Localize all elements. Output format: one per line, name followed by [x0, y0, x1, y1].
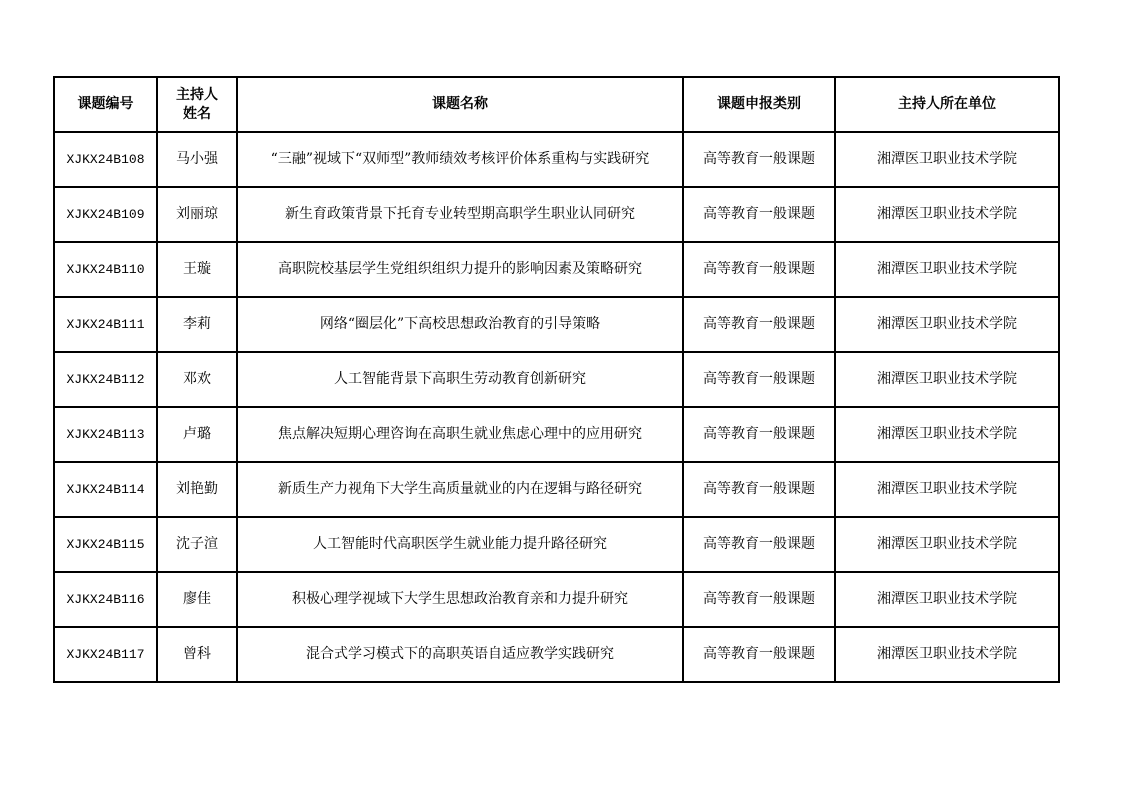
host-unit-cell: 湘潭医卫职业技术学院	[835, 352, 1059, 407]
header-host-name-line1: 主持人	[176, 86, 218, 103]
host-unit-cell: 湘潭医卫职业技术学院	[835, 407, 1059, 462]
project-code-cell: XJKX24B108	[54, 132, 157, 187]
host-unit-cell: 湘潭医卫职业技术学院	[835, 462, 1059, 517]
table-row	[54, 187, 1059, 242]
category-cell: 高等教育一般课题	[683, 187, 835, 242]
header-category: 课题申报类别	[683, 77, 835, 132]
table-row	[54, 297, 1059, 352]
host-unit-cell: 湘潭医卫职业技术学院	[835, 187, 1059, 242]
table-row	[54, 517, 1059, 572]
project-title-cell: 新质生产力视角下大学生高质量就业的内在逻辑与路径研究	[237, 462, 683, 517]
host-unit-cell: 湘潭医卫职业技术学院	[835, 297, 1059, 352]
project-title-cell: 人工智能背景下高职生劳动教育创新研究	[237, 352, 683, 407]
header-host-name	[157, 77, 237, 132]
host-unit-cell: 湘潭医卫职业技术学院	[835, 517, 1059, 572]
table-row	[54, 407, 1059, 462]
header-project-title: 课题名称	[237, 77, 683, 132]
host-unit-cell: 湘潭医卫职业技术学院	[835, 627, 1059, 682]
category-cell: 高等教育一般课题	[683, 132, 835, 187]
project-title-cell: 人工智能时代高职医学生就业能力提升路径研究	[237, 517, 683, 572]
host-name-cell: 曾科	[157, 627, 237, 682]
host-name-cell: 卢璐	[157, 407, 237, 462]
host-name-cell: 王璇	[157, 242, 237, 297]
project-title-cell: 网络“圈层化”下高校思想政治教育的引导策略	[237, 297, 683, 352]
table-row	[54, 352, 1059, 407]
header-row	[54, 77, 1059, 132]
category-cell: 高等教育一般课题	[683, 572, 835, 627]
category-cell: 高等教育一般课题	[683, 462, 835, 517]
table-body	[54, 132, 1059, 682]
host-unit-cell: 湘潭医卫职业技术学院	[835, 132, 1059, 187]
project-code-cell: XJKX24B115	[54, 517, 157, 572]
host-unit-cell: 湘潭医卫职业技术学院	[835, 242, 1059, 297]
host-name-cell: 邓欢	[157, 352, 237, 407]
host-name-cell: 刘丽琼	[157, 187, 237, 242]
table-row	[54, 572, 1059, 627]
header-host-name-line2: 姓名	[183, 105, 211, 122]
host-unit-cell: 湘潭医卫职业技术学院	[835, 572, 1059, 627]
project-code-cell: XJKX24B112	[54, 352, 157, 407]
project-title-cell: 积极心理学视域下大学生思想政治教育亲和力提升研究	[237, 572, 683, 627]
project-title-cell: 高职院校基层学生党组织组织力提升的影响因素及策略研究	[237, 242, 683, 297]
project-list-table	[53, 76, 1060, 683]
project-code-cell: XJKX24B117	[54, 627, 157, 682]
category-cell: 高等教育一般课题	[683, 242, 835, 297]
table-row	[54, 627, 1059, 682]
project-code-cell: XJKX24B109	[54, 187, 157, 242]
table-row	[54, 132, 1059, 187]
table-row	[54, 242, 1059, 297]
header-project-code: 课题编号	[54, 77, 157, 132]
project-code-cell: XJKX24B110	[54, 242, 157, 297]
table-header	[54, 77, 1059, 132]
category-cell: 高等教育一般课题	[683, 407, 835, 462]
host-name-cell: 廖佳	[157, 572, 237, 627]
project-title-cell: “三融”视域下“双师型”教师绩效考核评价体系重构与实践研究	[237, 132, 683, 187]
host-name-cell: 李莉	[157, 297, 237, 352]
project-code-cell: XJKX24B114	[54, 462, 157, 517]
category-cell: 高等教育一般课题	[683, 352, 835, 407]
project-code-cell: XJKX24B113	[54, 407, 157, 462]
header-host-unit: 主持人所在单位	[835, 77, 1059, 132]
project-code-cell: XJKX24B116	[54, 572, 157, 627]
host-name-cell: 马小强	[157, 132, 237, 187]
category-cell: 高等教育一般课题	[683, 297, 835, 352]
table-row	[54, 462, 1059, 517]
category-cell: 高等教育一般课题	[683, 627, 835, 682]
host-name-cell: 刘艳勤	[157, 462, 237, 517]
host-name-cell: 沈子渲	[157, 517, 237, 572]
category-cell: 高等教育一般课题	[683, 517, 835, 572]
project-title-cell: 混合式学习模式下的高职英语自适应教学实践研究	[237, 627, 683, 682]
project-title-cell: 焦点解决短期心理咨询在高职生就业焦虑心理中的应用研究	[237, 407, 683, 462]
project-code-cell: XJKX24B111	[54, 297, 157, 352]
project-title-cell: 新生育政策背景下托育专业转型期高职学生职业认同研究	[237, 187, 683, 242]
